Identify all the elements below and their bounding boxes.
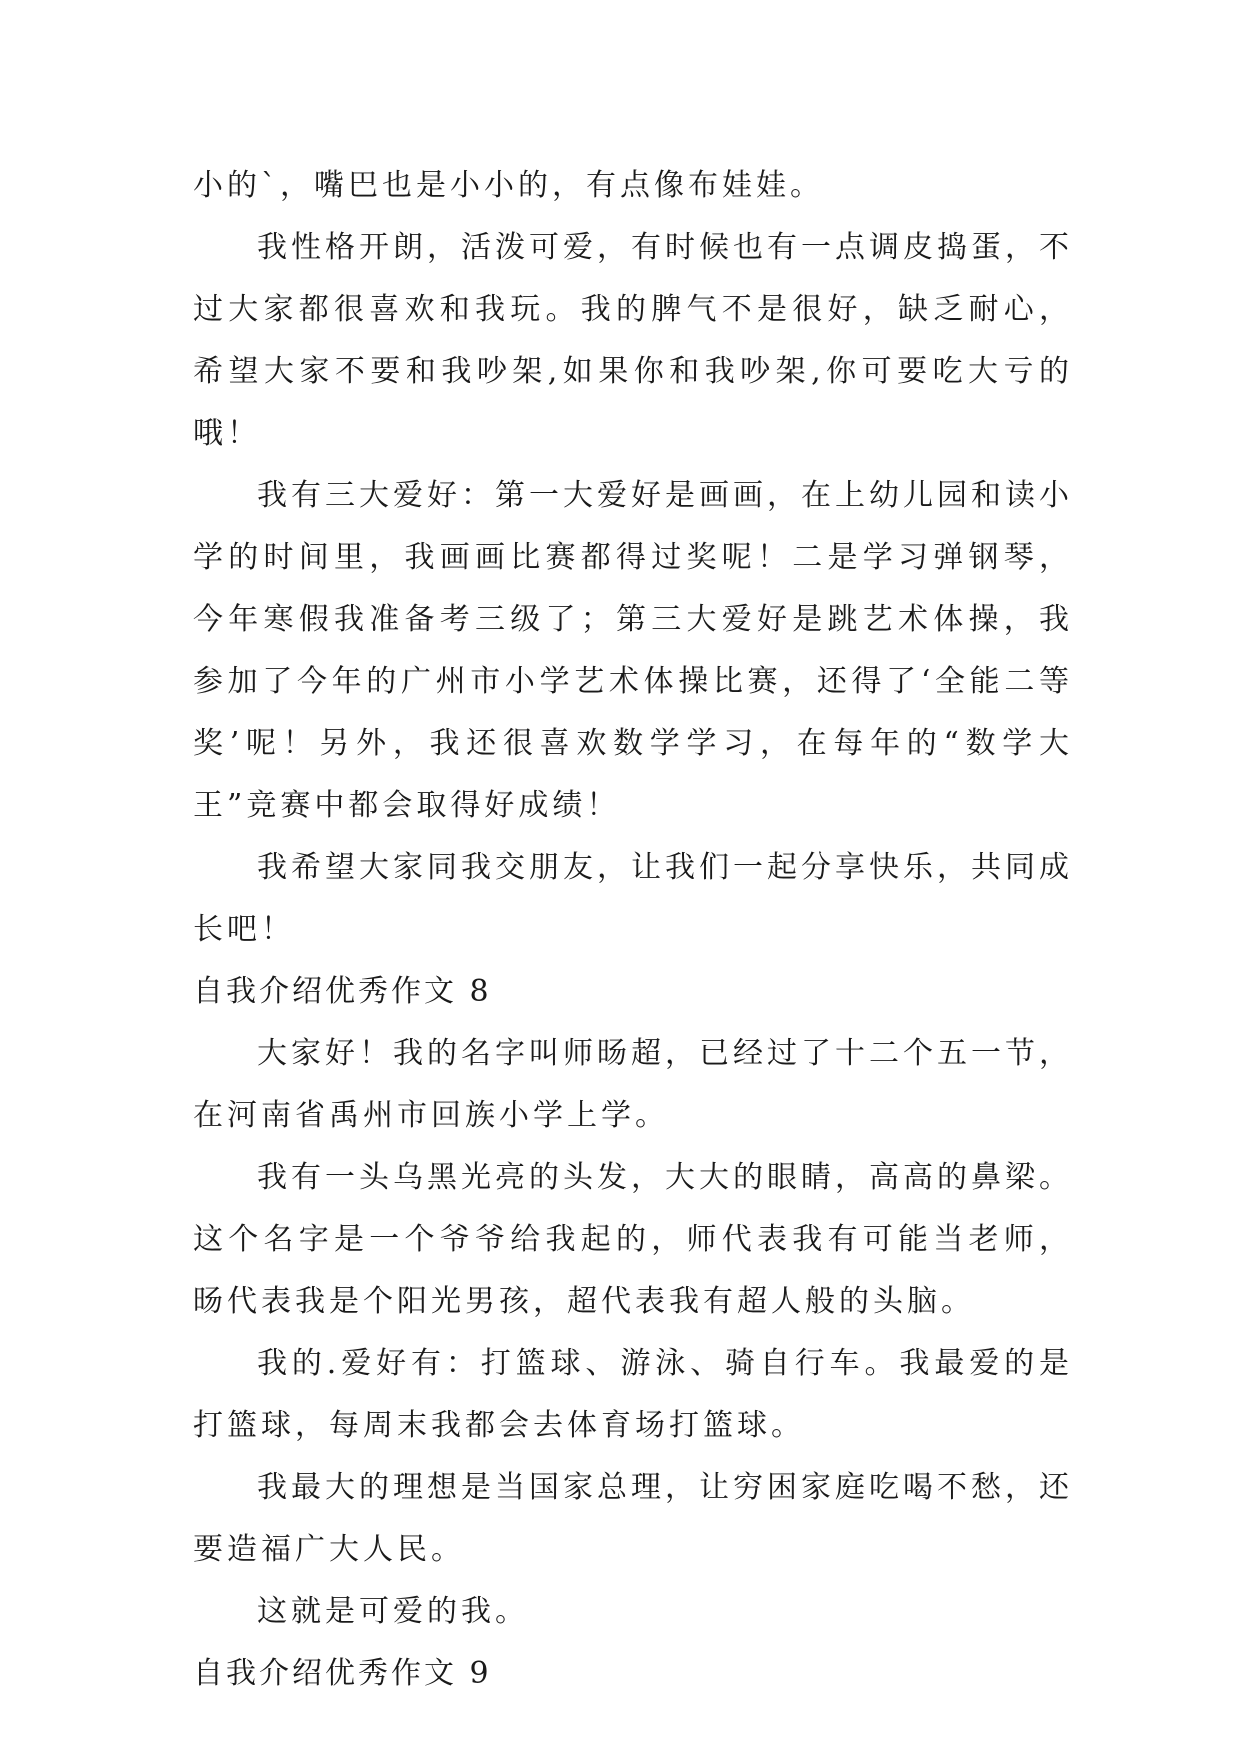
paragraph-greeting: 大家好！我的名字叫师旸超，已经过了十二个五一节，在河南省禹州市回族小学上学。 — [193, 1036, 1073, 1133]
paragraph-hobbies-8: 我的.爱好有：打篮球、游泳、骑自行车。我最爱的是打篮球，每周末我都会去体育场打篮球。 — [193, 1346, 1073, 1443]
essay-heading-8: 自我介绍优秀作文 8 — [193, 974, 492, 1009]
paragraph-ending: 这就是可爱的我。 — [257, 1594, 529, 1629]
paragraph-closing: 我希望大家同我交朋友，让我们一起分享快乐，共同成长吧！ — [193, 850, 1073, 947]
paragraph-continuation: 小的`，嘴巴也是小小的，有点像布娃娃。 — [193, 168, 824, 203]
paragraph-appearance: 我有一头乌黑光亮的头发，大大的眼睛，高高的鼻梁。这个名字是一个爷爷给我起的，师代表我有可能当老师，旸代表我是个阳光男孩，超代表我有超人般的头脑。 — [193, 1160, 1073, 1319]
paragraph-ideal: 我最大的理想是当国家总理，让穷困家庭吃喝不愁，还要造福广大人民。 — [193, 1470, 1073, 1567]
paragraph-hobbies: 我有三大爱好：第一大爱好是画画，在上幼儿园和读小学的时间里，我画画比赛都得过奖呢！二是学习弹钢琴，今年寒假我准备考三级了；第三大爱好是跳艺术体操，我参加了今年的广州市小学艺术体操比赛，还得了‘全能二等奖’呢！另外，我还很喜欢数学学习，在每年的“数学大王”竞赛中都会取得好成绩！ — [193, 478, 1073, 823]
document-body — [193, 155, 1073, 1705]
essay-heading-9: 自我介绍优秀作文 9 — [193, 1656, 492, 1691]
paragraph-personality: 我性格开朗，活泼可爱，有时候也有一点调皮捣蛋，不过大家都很喜欢和我玩。我的脾气不是很好，缺乏耐心，希望大家不要和我吵架,如果你和我吵架,你可要吃大亏的哦！ — [193, 230, 1073, 451]
